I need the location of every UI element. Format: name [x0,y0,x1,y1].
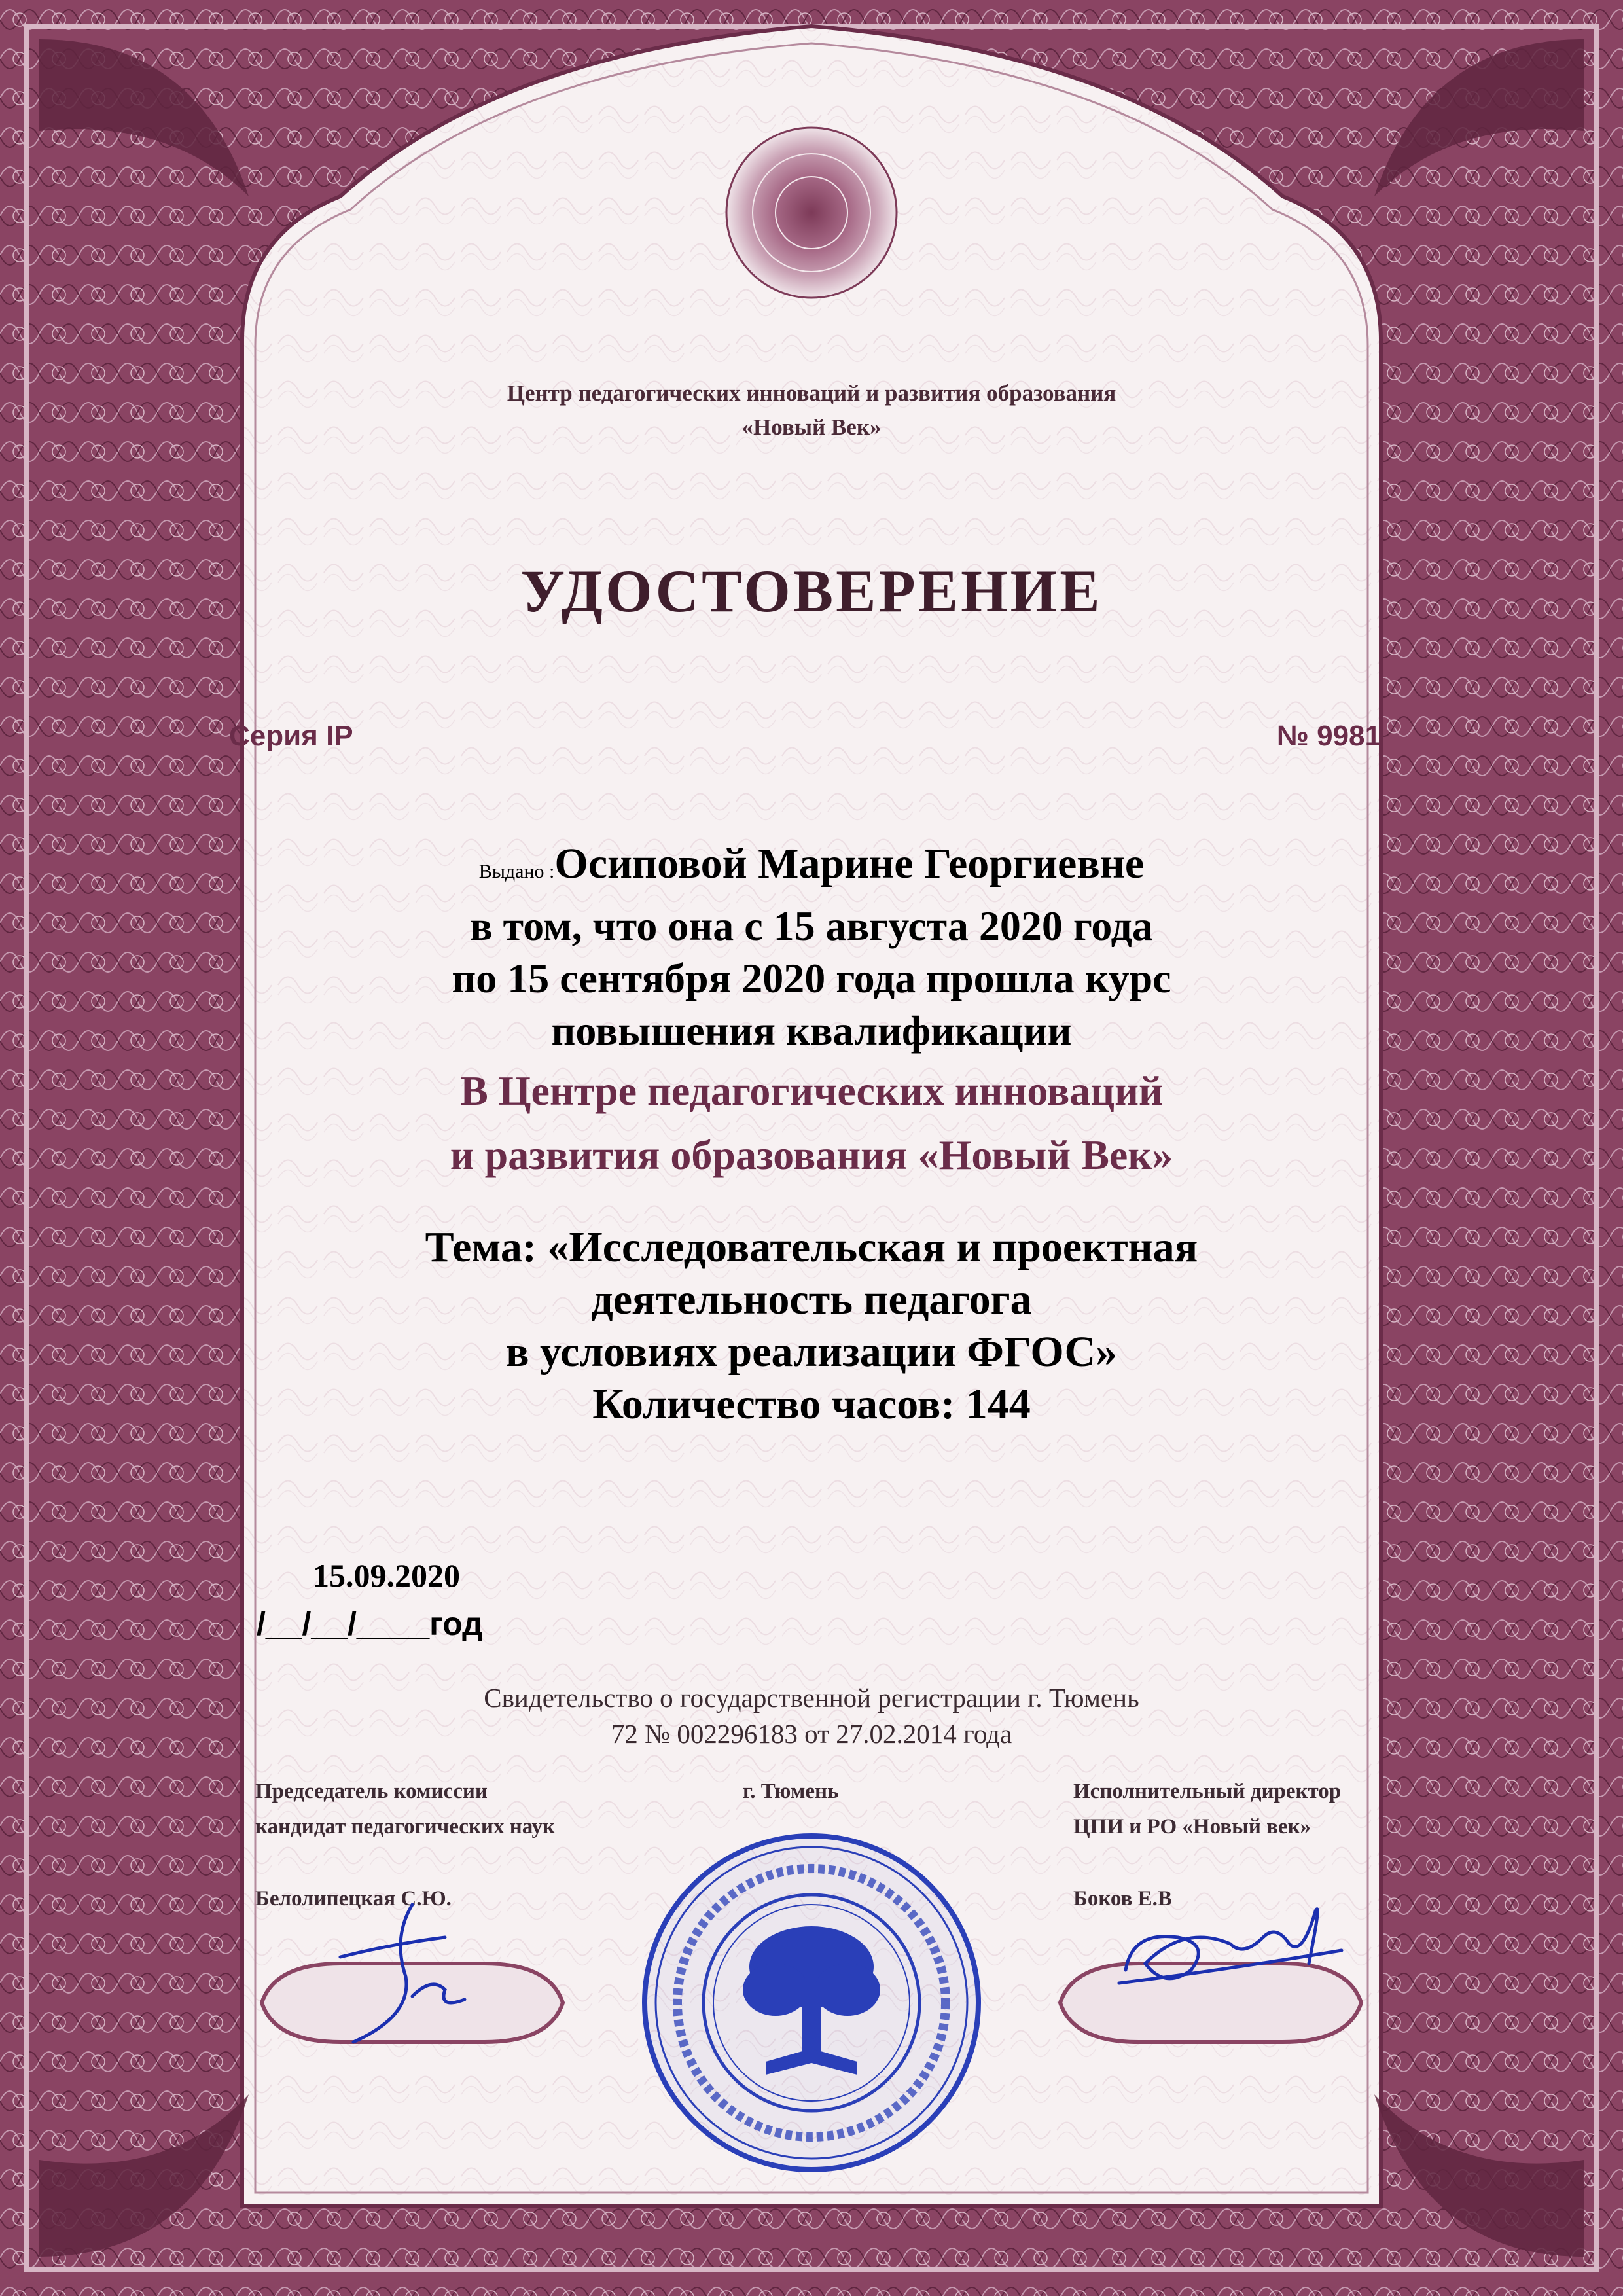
left-signatory-title [255,1774,555,1844]
organization-brand: «Новый Век» [741,414,882,440]
topic-line-2: деятельность педагога [591,1276,1032,1323]
stamp-seal [645,1836,978,2170]
topic-line-3: в условиях реализации ФГОС» [505,1328,1118,1376]
recipient-line [0,839,1623,889]
document-title: УДОСТОВЕРЕНИЕ [520,558,1103,624]
registration-line-1: Свидетельство о государственной регистрации г. Тюмень [484,1683,1139,1713]
left-signatory-name: Белолипецкая С.Ю. [255,1887,452,1910]
left-title-line-1: Председатель комиссии [255,1780,488,1803]
date-blank-field: /__/__/____год [257,1605,483,1642]
right-signatory-title [1073,1774,1341,1844]
recipient-name: Осиповой Марине Георгиевне [554,840,1145,888]
right-signature [1106,1885,1355,2016]
body-line-3: повышения квалификации [551,1007,1072,1054]
center-name-line-2: и развития образования «Новый Век» [450,1132,1173,1178]
body-line-1: в том, что она с 15 августа 2020 года [470,903,1153,949]
rosette-ornament [726,128,897,298]
issue-date: 15.09.2020 [313,1557,460,1594]
registration-line-2: 72 № 002296183 от 27.02.2014 года [611,1719,1012,1749]
right-title-line-1: Исполнительный директор [1073,1780,1342,1803]
right-signatory-name: Боков Е.В [1073,1887,1172,1910]
right-title-line-2: ЦПИ и РО «Новый век» [1073,1815,1311,1839]
left-signature [314,1885,484,2055]
city-label: г. Тюмень [743,1780,839,1803]
issued-label: Выдано : [478,861,555,882]
body-line-2: по 15 сентября 2020 года прошла курс [452,955,1171,1001]
series-label: Серия IP [229,720,353,752]
left-title-line-2: кандидат педагогических наук [255,1815,556,1839]
organization-name: Центр педагогических инноваций и развития образования [507,380,1116,406]
topic-line-1: Тема: «Исследовательская и проектная [425,1223,1198,1271]
hours-count: Количество часов: 144 [592,1380,1031,1428]
center-name-line-1: В Центре педагогических инноваций [460,1067,1163,1114]
document-number: № 9981 [1276,720,1381,752]
organization-header [0,376,1623,444]
